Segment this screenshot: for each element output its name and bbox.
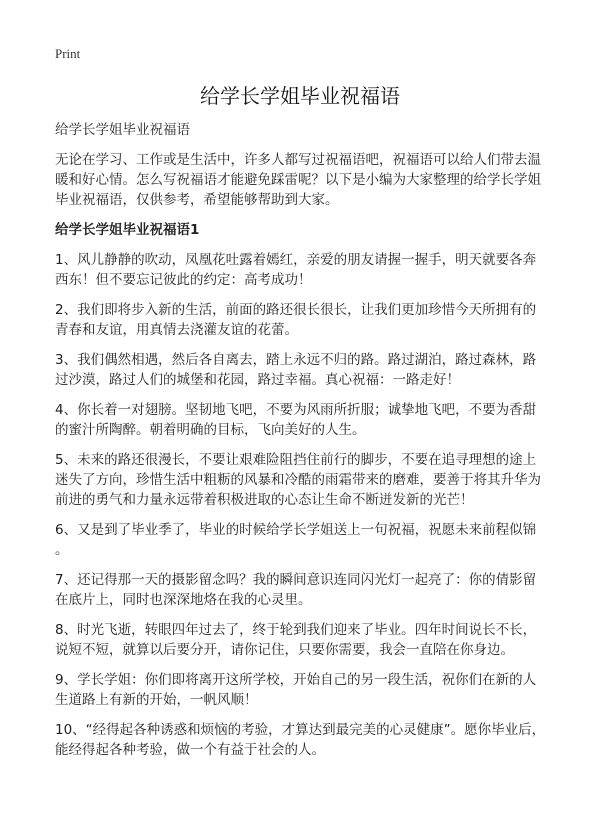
- wish-item: [55, 720, 575, 760]
- text-line: 前进的勇气和力量永远带着积极进取的心态让生命不断迸发新的光芒！: [55, 492, 474, 508]
- text-line: 西东！但不要忘记彼此的约定：高考成功！: [55, 272, 312, 288]
- text-line: 青春和友谊，用真情去浇灌友谊的花蕾。: [55, 322, 298, 338]
- text-line: 毕业祝福语，仅供参考，希望能够帮助到大家。: [55, 192, 339, 208]
- text-line: 生道路上有新的开始，一帆风顺！: [55, 692, 258, 708]
- text-line: 。: [55, 542, 69, 558]
- text-line: 迷失了方向，珍惜生活中粗粝的风暴和冷酷的雨霜带来的磨难，要善于将其升华为: [55, 472, 541, 488]
- section-heading: 给学长学姐毕业祝福语1: [55, 222, 200, 238]
- wish-list: [55, 250, 575, 760]
- text-line: 4、你长着一对翅膀。坚韧地飞吧，不要为风雨所折服；诚挚地飞吧，不要为香甜: [55, 402, 537, 418]
- text-line: 3、我们偶然相遇，然后各自离去，踏上永远不归的路。路过湖泊，路过森林，路: [55, 352, 537, 368]
- text-line: 在底片上，同时也深深地烙在我的心灵里。: [55, 592, 312, 608]
- wish-item: [55, 400, 575, 440]
- text-line: 5、未来的路还很漫长，不要让艰难险阻挡住前行的脚步，不要在追寻理想的途上: [55, 452, 537, 468]
- intro-paragraph: [55, 150, 575, 210]
- wish-item: [55, 300, 575, 340]
- text-line: 能经得起各种考验，做一个有益于社会的人。: [55, 742, 325, 758]
- text-line: 7、还记得那一天的摄影留念吗？我的瞬间意识连同闪光灯一起亮了：你的倩影留: [55, 572, 537, 588]
- wish-item: [55, 520, 575, 560]
- text-line: 暖和好心情。怎么写祝福语才能避免踩雷呢？以下是小编为大家整理的给学长学姐: [55, 172, 541, 188]
- text-line: 无论在学习、工作或是生活中，许多人都写过祝福语吧，祝福语可以给人们带去温: [55, 152, 541, 168]
- text-line: 6、又是到了毕业季了，毕业的时候给学长学姐送上一句祝福，祝愿未来前程似锦: [55, 522, 537, 538]
- subtitle: 给学长学姐毕业祝福语: [55, 122, 190, 138]
- wish-item: [55, 670, 575, 710]
- text-line: 10、“经得起各种诱惑和烦恼的考验，才算达到最完美的心灵健康”。愿你毕业后，: [55, 722, 546, 738]
- text-line: 说短不短，就算以后要分开，请你记住，只要你需要，我会一直陪在你身边。: [55, 642, 514, 658]
- article-body: [55, 120, 575, 770]
- text-line: 过沙漠，路过人们的城堡和花园，路过幸福。真心祝福：一路走好！: [55, 372, 460, 388]
- text-line: 8、时光飞逝，转眼四年过去了，终于轮到我们迎来了毕业。四年时间说长不长，: [55, 622, 537, 638]
- print-link[interactable]: Print: [55, 46, 81, 61]
- text-line: 1、风儿静静的吹动，凤凰花吐露着嫣红，亲爱的朋友请握一握手，明天就要各奔: [55, 252, 537, 268]
- text-line: 9、学长学姐：你们即将离开这所学校，开始自己的另一段生活，祝你们在新的人: [55, 672, 537, 688]
- wish-item: [55, 450, 575, 510]
- text-line: 的蜜汁所陶醉。朝着明确的目标，飞向美好的人生。: [55, 422, 366, 438]
- wish-item: [55, 250, 575, 290]
- wish-item: [55, 350, 575, 390]
- text-line: 2、我们即将步入新的生活，前面的路还很长很长，让我们更加珍惜今天所拥有的: [55, 302, 537, 318]
- page-title: 给学长学姐毕业祝福语: [200, 84, 400, 108]
- wish-item: [55, 570, 575, 610]
- wish-item: [55, 620, 575, 660]
